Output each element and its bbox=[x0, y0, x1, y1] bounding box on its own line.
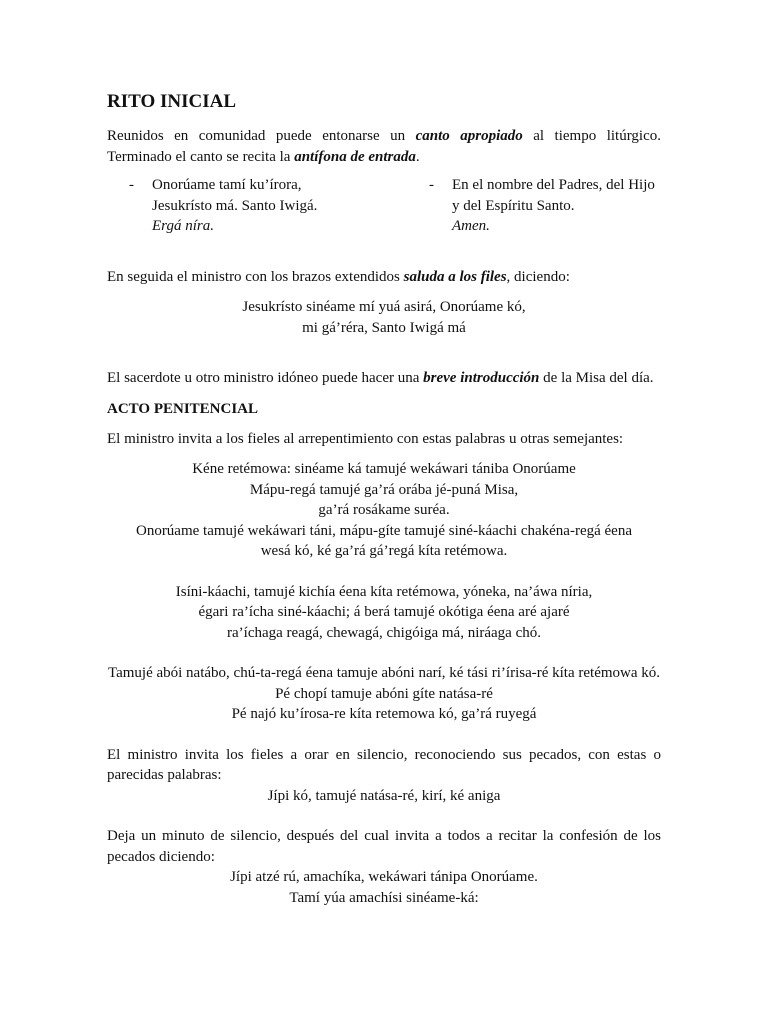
emphasis-breve-introduccion: breve introducción bbox=[423, 370, 540, 386]
stanza-2 bbox=[107, 582, 661, 644]
bullet-dash: - bbox=[129, 177, 134, 193]
column-left bbox=[107, 175, 407, 237]
section-title-acto-penitencial: ACTO PENITENCIAL bbox=[107, 400, 259, 417]
bullet-dash: - bbox=[429, 177, 434, 193]
section-title-rito-inicial: RITO INICIAL bbox=[107, 91, 236, 112]
stanza-line: Pé chopí tamuje abóni gíte natása-ré bbox=[275, 685, 493, 702]
breve-paragraph: El sacerdote u otro ministro idóneo puede hacer una breve introducción de la Misa del día. bbox=[107, 370, 654, 386]
stanza-line: égari ra’ícha siné-káachi; á berá tamujé okótiga éena aré ajaré bbox=[198, 604, 570, 620]
verse-line: mi gá’réra, Santo Iwigá má bbox=[302, 319, 466, 336]
stanza-line: wesá kó, ké ga’rá gá’regá kíta retémowa. bbox=[260, 543, 508, 559]
verse-line: Jípi atzé rú, amachíka, wekáwari tánipa Onorúame. bbox=[230, 869, 538, 885]
left-line-2: Jesukrísto má. Santo Iwigá. bbox=[152, 197, 318, 214]
silencio-paragraph: El ministro invita los fieles a orar en silencio, reconociendo sus pecados, con estas o parecidas palabras: bbox=[107, 746, 661, 783]
verse-line: Jesukrísto sinéame mí yuá asirá, Onorúame kó, bbox=[242, 299, 526, 315]
stanza-line: Pé najó ku’írosa-re kíta retemowa kó, ga’rá ruyegá bbox=[231, 706, 537, 722]
left-line-1: Onorúame tamí ku’írora, bbox=[152, 177, 302, 193]
right-line-1: En el nombre del Padres, del Hijo bbox=[452, 177, 655, 193]
emphasis-canto-apropiado: canto apropiado bbox=[415, 128, 523, 144]
deja-paragraph: Deja un minuto de silencio, después del cual invita a todos a recitar la confesión de los pecados diciendo: bbox=[107, 828, 661, 865]
stanza-line: Onorúame tamujé wekáwari táni, mápu-gíte tamujé siné-káachi chakéna-regá éena bbox=[135, 522, 632, 539]
stanza-line: ra’íchaga reagá, chewagá, chigóiga má, niráaga chó. bbox=[227, 624, 541, 641]
verse-line: Tamí yúa amachísi sinéame-ká: bbox=[289, 889, 479, 906]
confesion-verse bbox=[107, 867, 661, 908]
verse-line: Jípi kó, tamujé natása-ré, kirí, ké aniga bbox=[267, 787, 501, 804]
saludo-verse bbox=[107, 297, 661, 338]
stanza-line: Isíni-káachi, tamujé kichía éena kíta retémowa, yóneka, na’áwa níria, bbox=[175, 583, 593, 600]
stanza-3 bbox=[107, 663, 661, 725]
stanza-line: Kéne retémowa: sinéame ká tamujé wekáwari tániba Onorúame bbox=[192, 461, 576, 477]
invita-paragraph: El ministro invita a los fieles al arrepentimiento con estas palabras u otras semejantes: bbox=[107, 430, 624, 447]
right-line-2: y del Espíritu Santo. bbox=[452, 197, 575, 214]
intro-paragraph: Reunidos en comunidad puede entonarse un canto apropiado al tiempo litúrgico. Terminado el canto se recita la antífona de entrada. bbox=[107, 128, 661, 165]
emphasis-saluda-a-los-files: saluda a los files bbox=[403, 268, 507, 285]
two-column-greeting bbox=[107, 175, 661, 237]
left-line-3: Ergá níra. bbox=[152, 218, 214, 234]
stanza-line: Tamujé abói natábo, chú-ta-regá éena tamuje abóni narí, ké tási ri’írisa-ré kíta retémowa kó. bbox=[107, 665, 661, 681]
right-line-3: Amen. bbox=[452, 218, 490, 234]
saludo-paragraph: En seguida el ministro con los brazos extendidos saluda a los files, diciendo: bbox=[107, 268, 570, 285]
stanza-line: Mápu-regá tamujé ga’rá orába jé-puná Misa, bbox=[249, 481, 519, 498]
silencio-verse bbox=[107, 786, 661, 807]
emphasis-antifona-de-entrada: antífona de entrada bbox=[294, 148, 416, 165]
stanza-line: ga’rá rosákame suréa. bbox=[318, 502, 450, 518]
column-right bbox=[407, 175, 661, 237]
document-page bbox=[107, 90, 661, 908]
stanza-1 bbox=[107, 459, 661, 562]
